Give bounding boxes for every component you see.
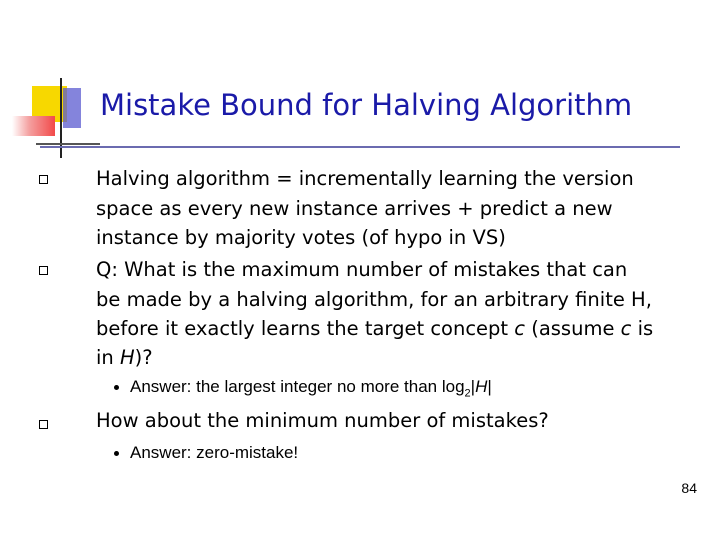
page-title: Mistake Bound for Halving Algorithm xyxy=(100,88,633,122)
sub-bullet-marker-2 xyxy=(114,451,119,456)
sub-bullet-2-text: Answer: zero-mistake! xyxy=(130,443,299,462)
ornament-horizontal-line xyxy=(36,143,100,145)
bullet-1-line-1: Halving algorithm = incrementally learning the version xyxy=(96,167,634,190)
bullet-1-line-2: space as every new instance arrives + predict a new xyxy=(96,197,613,220)
sub-bullet-marker-1 xyxy=(114,385,119,390)
ornament-blue-square xyxy=(63,88,81,128)
bullet-2-line-4: in H)? xyxy=(96,346,153,369)
bullet-2-line-1: Q: What is the maximum number of mistakes that can xyxy=(96,258,628,281)
bullet-1-line-3: instance by majority votes (of hypo in VS) xyxy=(96,226,506,249)
bullet-2-line-3: before it exactly learns the target concept c (assume c is xyxy=(96,317,654,340)
bullet-3-line-1: How about the minimum number of mistakes? xyxy=(96,409,549,432)
sub-bullet-1-text: Answer: the largest integer no more than $\log_2|H|$ xyxy=(130,377,492,400)
ornament-red-bar xyxy=(12,116,55,136)
page-number: 84 xyxy=(681,480,697,496)
bullet-2-line-2: be made by a halving algorithm, for an arbitrary finite H, xyxy=(96,288,652,311)
title-divider xyxy=(40,146,680,148)
bullet-marker-2 xyxy=(39,266,48,275)
bullet-marker-1 xyxy=(39,175,48,184)
bullet-marker-3 xyxy=(39,420,48,429)
